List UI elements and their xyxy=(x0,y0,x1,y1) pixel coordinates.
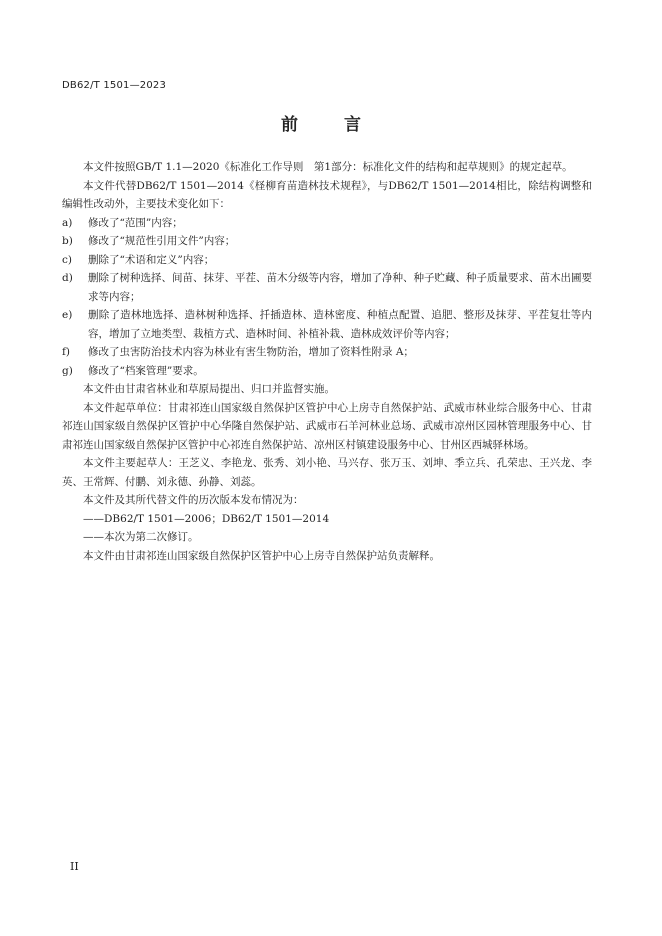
history-line: ——DB62/T 1501—2006；DB62/T 1501—2014 xyxy=(83,512,330,525)
list-item-text: 修改了“档案管理”要求。 xyxy=(88,364,204,377)
list-item-marker: g) xyxy=(62,364,73,377)
list-item-marker: b) xyxy=(62,235,73,247)
page-title: 前 言 xyxy=(281,115,381,135)
paragraph-drafters: 本文件主要起草人：王芝义、李艳龙、张秀、刘小艳、马兴存、张万玉、刘坤、季立兵、孔荣忠、王兴龙、李英、王常辉、付鹏、刘永德、孙静、刘蕊。 xyxy=(62,457,592,488)
paragraph-interpretation: 本文件由甘肃祁连山国家级自然保护区管护中心上房寺自然保护站负责解释。 xyxy=(83,549,440,562)
foreword-body xyxy=(62,158,592,565)
paragraph-drafting-basis: 本文件按照GB/T 1.1—2020《标准化工作导则 第1部分：标准化文件的结构和起草规则》的规定起草。 xyxy=(83,161,573,173)
paragraph-replacement: 本文件代替DB62/T 1501—2014《柽柳育苗造林技术规程》，与DB62/T 1501—2014相比，除结构调整和编辑性改动外，主要技术变化如下： xyxy=(62,179,592,210)
paragraph-history-intro: 本文件及其所代替文件的历次版本发布情况为： xyxy=(83,494,304,506)
list-item-text: 修改了虫害防治技术内容为林业有害生物防治，增加了资料性附录 A； xyxy=(88,346,414,358)
page-number: II xyxy=(70,860,79,873)
list-item-marker: a) xyxy=(62,216,73,229)
list-item xyxy=(62,362,592,381)
list-item-text: 删除了“术语和定义”内容； xyxy=(88,253,215,266)
list-item-marker: d) xyxy=(62,272,73,284)
list-item xyxy=(62,269,592,306)
list-item-marker: f) xyxy=(62,346,70,358)
paragraph-drafting-units: 本文件起草单位：甘肃祁连山国家级自然保护区管护中心上房寺自然保护站、武威市林业综合服务中心、甘肃祁连山国家级自然保护区管护中心华隆自然保护站、武威市石羊河林业总场、武威市凉州区园林管理服务中心、甘肃祁连山国家级自然保护区管护中心祁连自然保护站、凉州区村镇建设服务中心、甘州区西城驿林场。 xyxy=(62,401,592,451)
list-item-marker: c) xyxy=(62,253,72,266)
list-item-text: 修改了“规范性引用文件”内容； xyxy=(88,235,236,247)
history-line: ——本次为第二次修订。 xyxy=(83,531,199,543)
list-item xyxy=(62,214,592,233)
list-item xyxy=(62,306,592,343)
paragraph-proposer: 本文件由甘肃省林业和草原局提出、归口并监督实施。 xyxy=(83,383,335,395)
list-item-text: 删除了树种选择、间苗、抹芽、平茬、苗木分级等内容，增加了净种、种子贮藏、种子质量要求、苗木出圃要求等内容； xyxy=(88,272,592,303)
list-item xyxy=(62,232,592,251)
list-item-text: 修改了“范围”内容； xyxy=(88,216,183,229)
list-item xyxy=(62,343,592,362)
list-item-text: 删除了造林地选择、造林树种选择、扦插造林、造林密度、种植点配置、追肥、整形及抹芽、平茬复壮等内容，增加了立地类型、栽植方式、造林时间、补植补栽、造林成效评价等内容； xyxy=(88,309,592,340)
list-item-marker: e) xyxy=(62,309,73,321)
list-item xyxy=(62,251,592,270)
document-code: DB62/T 1501—2023 xyxy=(62,80,167,91)
